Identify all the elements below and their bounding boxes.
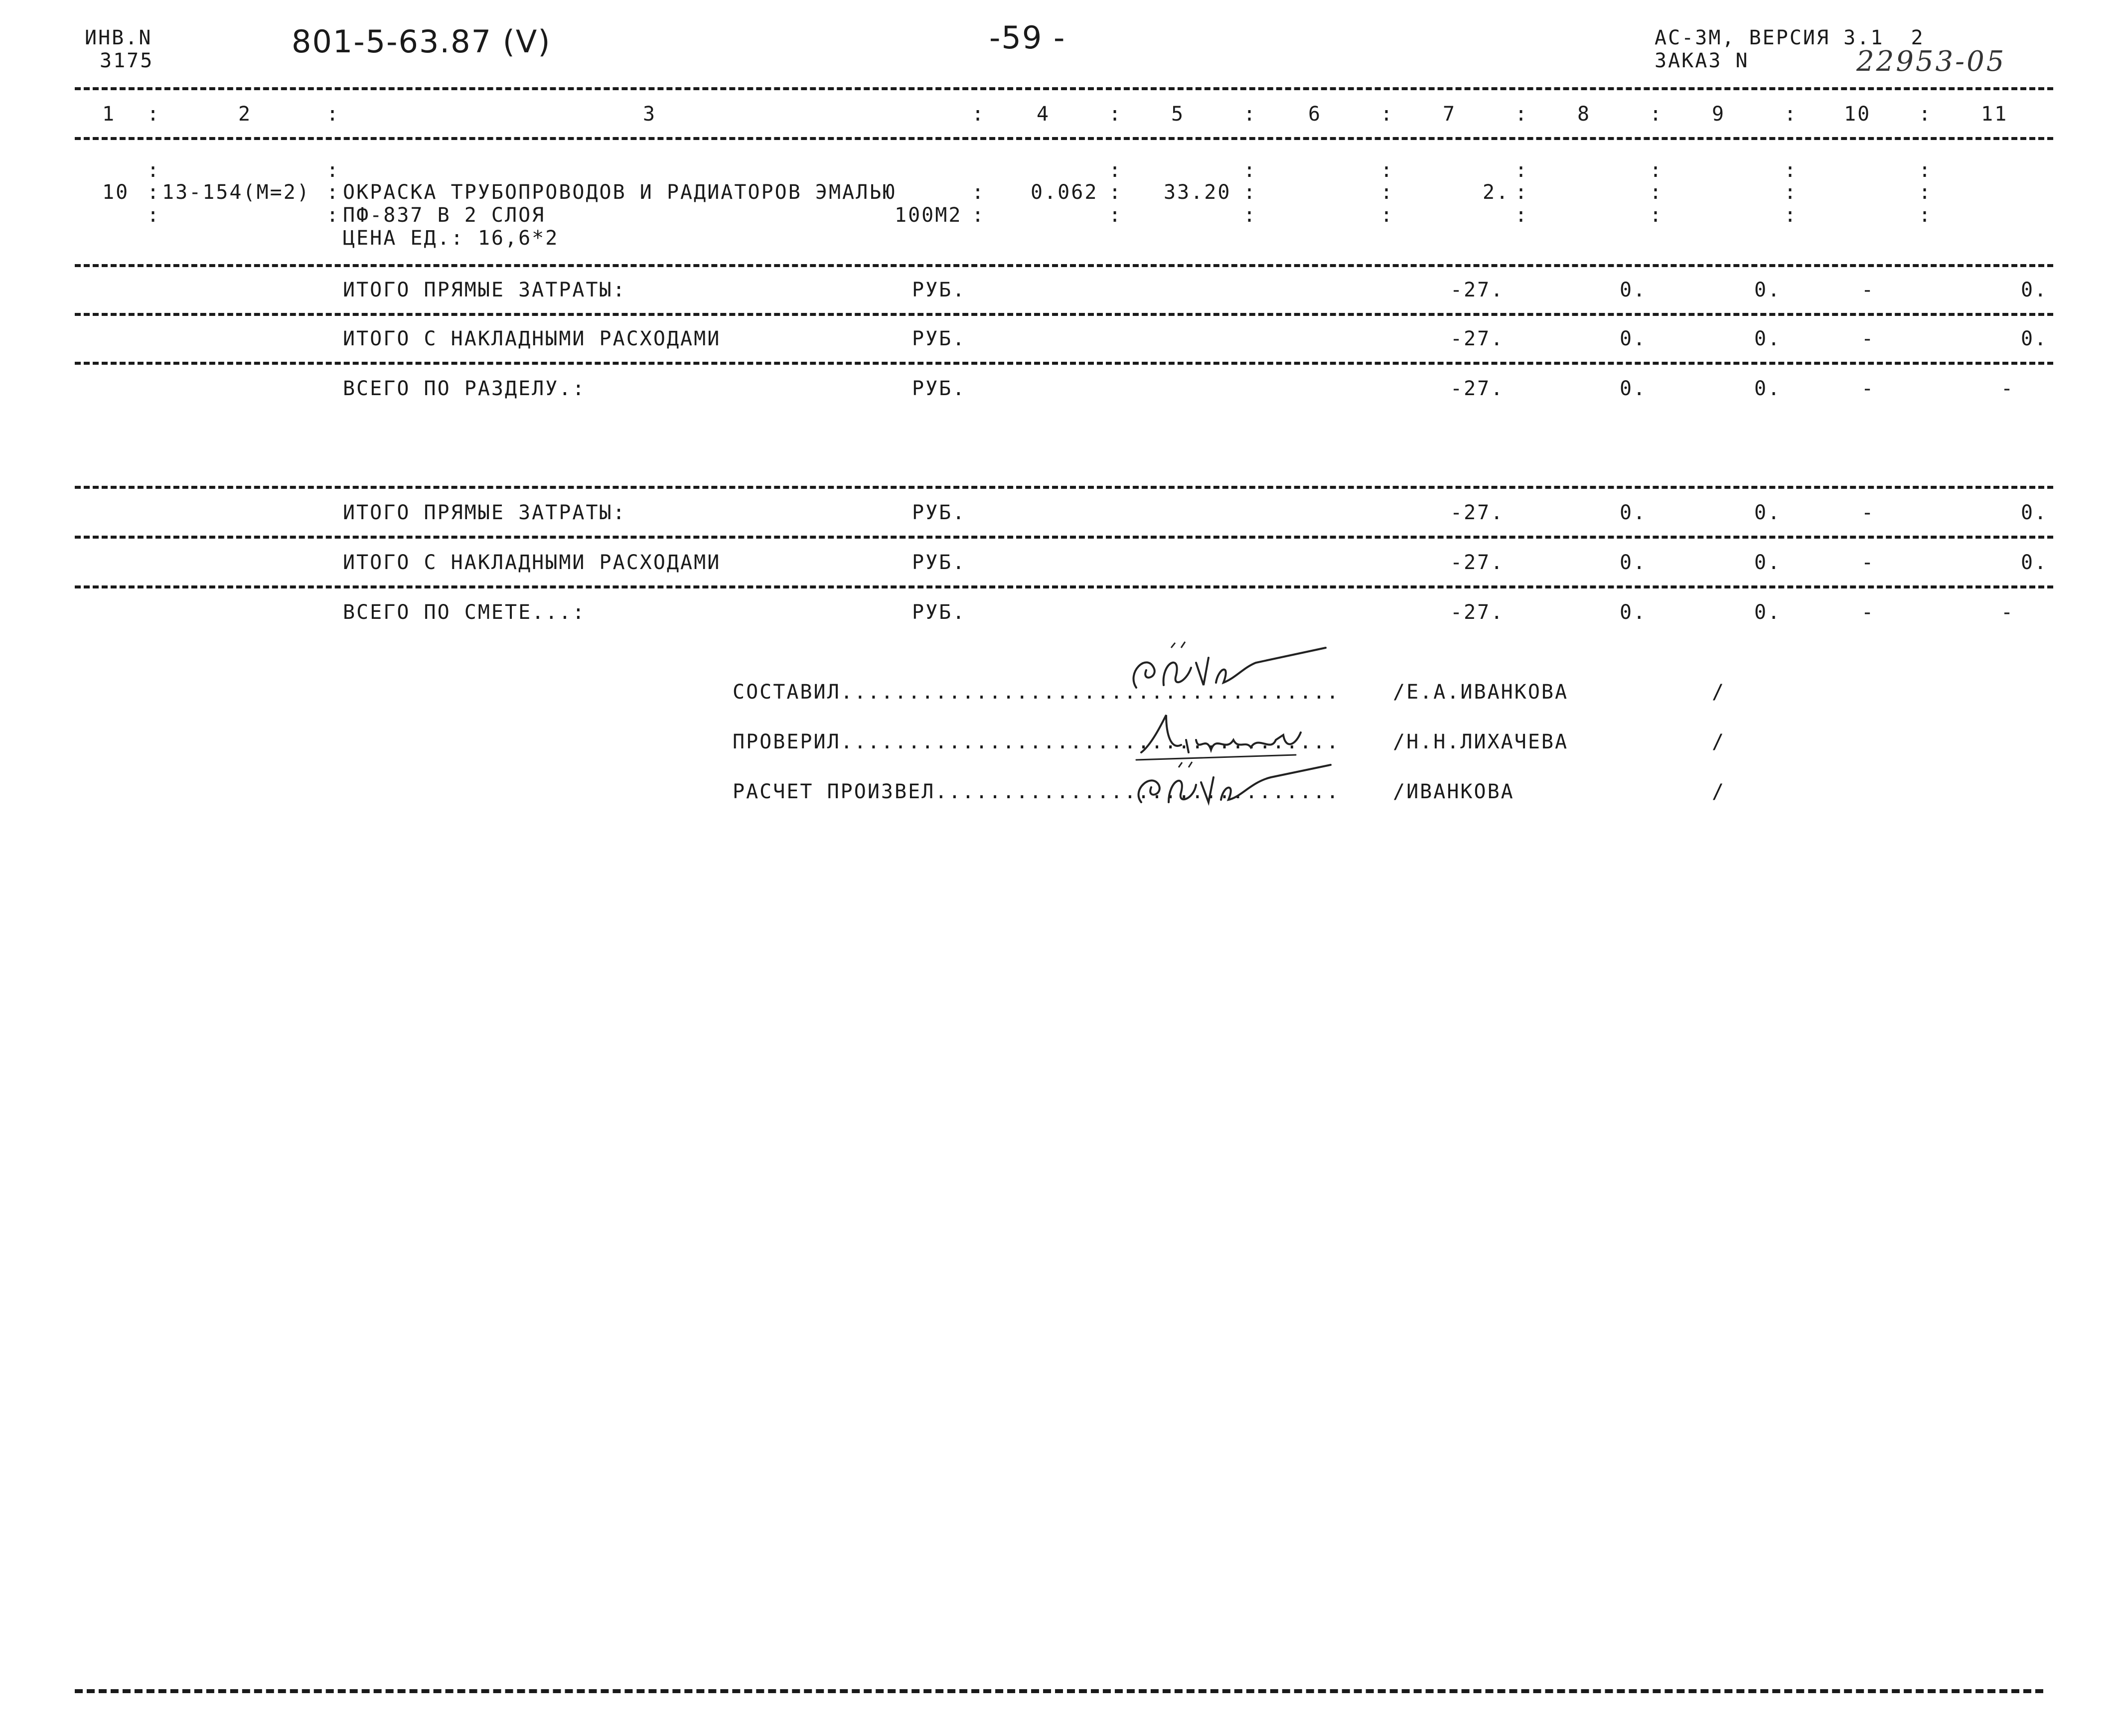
total-col8: 0.	[1620, 327, 1647, 350]
col-sep: :	[1380, 204, 1394, 227]
col-header-1: 1	[102, 103, 116, 126]
total-col11: -	[2001, 601, 2015, 624]
total-col8: 0.	[1620, 501, 1647, 524]
total-col11: 0.	[2021, 501, 2048, 524]
total-col7: -27.	[1450, 601, 1505, 624]
signature-role-calculated: РАСЧЕТ ПРОИЗВЕЛ..............................	[733, 780, 1340, 803]
total-col7: -27.	[1450, 551, 1505, 574]
total-col9: 0.	[1754, 377, 1782, 400]
total-label: ИТОГО ПРЯМЫЕ ЗАТРАТЫ:	[343, 501, 626, 524]
col-header-2: 2	[238, 103, 252, 126]
item-total: 2.	[1483, 181, 1510, 204]
total-col10: -	[1861, 327, 1875, 350]
col-sep: :	[1243, 204, 1257, 227]
total-col7: -27.	[1450, 327, 1505, 350]
col-sep: :	[1380, 103, 1394, 126]
total-col10: -	[1861, 501, 1875, 524]
row-rule	[75, 264, 2053, 267]
total-label: ИТОГО ПРЯМЫЕ ЗАТРАТЫ:	[343, 279, 626, 301]
item-price-note: ЦЕНА ЕД.: 16,6*2	[343, 227, 559, 250]
col-sep: :	[1784, 204, 1798, 227]
header-rule	[75, 87, 2053, 90]
total-col11: 0.	[2021, 279, 2048, 301]
total-currency: РУБ.	[912, 279, 966, 301]
handwritten-signature-compiled	[1116, 633, 1336, 703]
col-sep: :	[1919, 159, 1933, 182]
col-sep: :	[1919, 204, 1933, 227]
total-currency: РУБ.	[912, 377, 966, 400]
total-currency: РУБ.	[912, 501, 966, 524]
signature-role-checked: ПРОВЕРИЛ.....................................	[733, 730, 1340, 753]
item-quantity: 0.062	[1031, 181, 1098, 204]
row-rule	[75, 536, 2053, 539]
footer-separator	[75, 1689, 2043, 1693]
col-header-7: 7	[1443, 103, 1457, 126]
col-sep: :	[1380, 181, 1394, 204]
row-rule	[75, 362, 2053, 365]
col-header-8: 8	[1577, 103, 1591, 126]
signature-end-mark: /	[1712, 681, 1726, 704]
item-unit-price: 33.20	[1164, 181, 1231, 204]
signature-end-mark: /	[1712, 730, 1726, 753]
total-label: ИТОГО С НАКЛАДНЫМИ РАСХОДАМИ	[343, 551, 721, 574]
col-sep: :	[1380, 159, 1394, 182]
col-sep: :	[1784, 181, 1798, 204]
total-label: ВСЕГО ПО СМЕТЕ...:	[343, 601, 586, 624]
col-sep: :	[326, 103, 340, 126]
total-col9: 0.	[1754, 279, 1782, 301]
item-description: ОКРАСКА ТРУБОПРОВОДОВ И РАДИАТОРОВ ЭМАЛЬЮ	[343, 181, 897, 204]
col-sep: :	[972, 204, 986, 227]
col-sep: :	[147, 204, 161, 227]
total-col9: 0.	[1754, 551, 1782, 574]
signature-end-mark: /	[1712, 780, 1726, 803]
total-col10: -	[1861, 377, 1875, 400]
col-sep: :	[1109, 159, 1123, 182]
col-sep: :	[326, 159, 340, 182]
order-number: 22953-05	[1856, 45, 2006, 78]
col-sep: :	[1243, 159, 1257, 182]
signature-name-checked: /Н.Н.ЛИХАЧЕВА	[1393, 730, 1569, 753]
col-sep: :	[972, 181, 986, 204]
col-sep: :	[1515, 159, 1529, 182]
col-sep: :	[1919, 103, 1933, 126]
row-rule	[75, 585, 2053, 588]
total-col11: -	[2001, 377, 2015, 400]
total-col7: -27.	[1450, 501, 1505, 524]
col-sep: :	[1650, 181, 1664, 204]
col-sep: :	[1515, 103, 1529, 126]
col-sep: :	[1650, 204, 1664, 227]
col-sep: :	[972, 103, 986, 126]
signature-name-calculated: /ИВАНКОВА	[1393, 780, 1514, 803]
page-number: -59 -	[989, 19, 1066, 56]
column-header-rule	[75, 137, 2053, 140]
total-currency: РУБ.	[912, 601, 966, 624]
col-header-5: 5	[1171, 103, 1185, 126]
total-col9: 0.	[1754, 327, 1782, 350]
col-header-10: 10	[1844, 103, 1871, 126]
signature-role-compiled: СОСТАВИЛ.....................................	[733, 681, 1340, 704]
total-currency: РУБ.	[912, 551, 966, 574]
col-sep: :	[1650, 159, 1664, 182]
col-sep: :	[1650, 103, 1664, 126]
project-code: 801-5-63.87 (V)	[292, 23, 551, 60]
col-sep: :	[1919, 181, 1933, 204]
col-sep: :	[1243, 103, 1257, 126]
total-col7: -27.	[1450, 279, 1505, 301]
total-col7: -27.	[1450, 377, 1505, 400]
total-col8: 0.	[1620, 551, 1647, 574]
col-sep: :	[147, 103, 161, 126]
col-sep: :	[147, 181, 161, 204]
total-col9: 0.	[1754, 501, 1782, 524]
col-sep: :	[1784, 103, 1798, 126]
col-header-4: 4	[1037, 103, 1051, 126]
item-unit: 100М2	[895, 204, 962, 227]
col-sep: :	[1515, 181, 1529, 204]
total-col9: 0.	[1754, 601, 1782, 624]
row-rule	[75, 486, 2053, 489]
system-version: АС-ЗМ, ВЕРСИЯ 3.1 2	[1655, 26, 1925, 49]
col-sep: :	[326, 204, 340, 227]
col-sep: :	[326, 181, 340, 204]
handwritten-signature-calculated	[1121, 755, 1341, 815]
col-header-9: 9	[1712, 103, 1726, 126]
total-col10: -	[1861, 601, 1875, 624]
total-col8: 0.	[1620, 279, 1647, 301]
col-sep: :	[147, 159, 161, 182]
total-col11: 0.	[2021, 327, 2048, 350]
col-header-11: 11	[1981, 103, 2008, 126]
inv-label: ИНВ.N	[85, 26, 152, 49]
col-header-3: 3	[643, 103, 657, 126]
col-sep: :	[1109, 103, 1123, 126]
item-code: 13-154(M=2)	[162, 181, 310, 204]
total-col10: -	[1861, 551, 1875, 574]
inv-number: 3175	[100, 49, 154, 72]
total-col11: 0.	[2021, 551, 2048, 574]
total-currency: РУБ.	[912, 327, 966, 350]
total-label: ВСЕГО ПО РАЗДЕЛУ.:	[343, 377, 586, 400]
total-label: ИТОГО С НАКЛАДНЫМИ РАСХОДАМИ	[343, 327, 721, 350]
col-sep: :	[1515, 204, 1529, 227]
item-number: 10	[102, 181, 130, 204]
item-description-cont: ПФ-837 В 2 СЛОЯ	[343, 204, 546, 227]
order-label: ЗАКАЗ N	[1655, 49, 1749, 72]
total-col10: -	[1861, 279, 1875, 301]
total-col8: 0.	[1620, 601, 1647, 624]
col-sep: :	[1109, 204, 1123, 227]
col-header-6: 6	[1308, 103, 1322, 126]
col-sep: :	[1109, 181, 1123, 204]
col-sep: :	[1784, 159, 1798, 182]
row-rule	[75, 313, 2053, 316]
signature-name-compiled: /Е.А.ИВАНКОВА	[1393, 681, 1569, 704]
col-sep: :	[1243, 181, 1257, 204]
total-col8: 0.	[1620, 377, 1647, 400]
